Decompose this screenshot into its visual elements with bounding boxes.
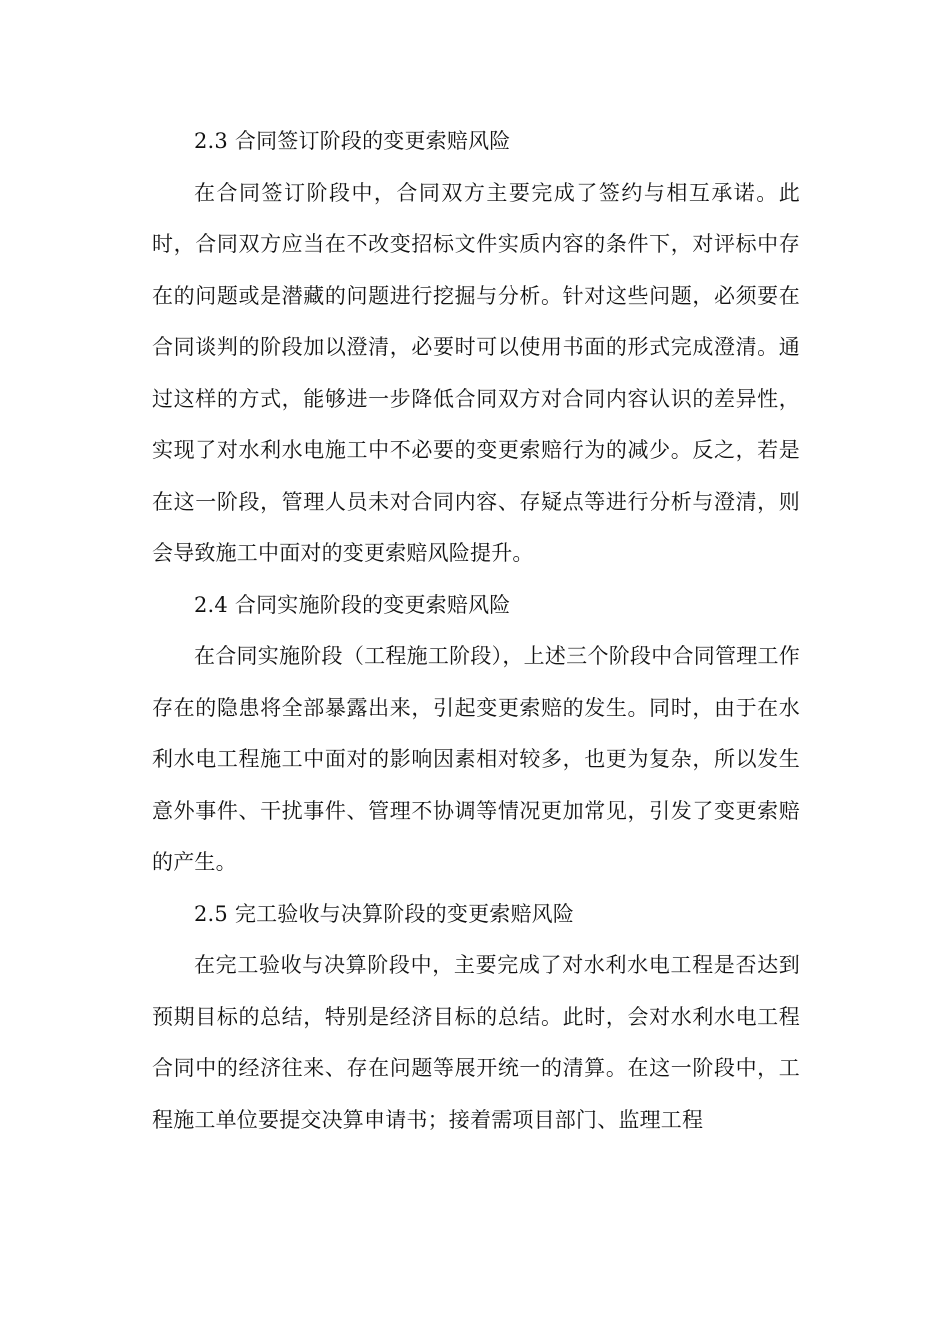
document-body: [152, 116, 800, 1146]
section-heading-2-4: 2.4 合同实施阶段的变更索赔风险: [194, 592, 511, 617]
section-paragraph-2-3: 在合同签订阶段中，合同双方主要完成了签约与相互承诺。此时，合同双方应当在不改变招标文件实质内容的条件下，对评标中存在的问题或是潜藏的问题进行挖掘与分析。针对这些问题，必须要在合同谈判的阶段加以澄清，必要时可以使用书面的形式完成澄清。通过这样的方式，能够进一步降低合同双方对合同内容认识的差异性，实现了对水利水电施工中不必要的变更索赔行为的减少。反之，若是在这一阶段，管理人员未对合同内容、存疑点等进行分析与澄清，则会导致施工中面对的变更索赔风险提升。: [152, 180, 800, 565]
section-heading-2-5: 2.5 完工验收与决算阶段的变更索赔风险: [194, 901, 575, 926]
section-paragraph-2-4: 在合同实施阶段（工程施工阶段），上述三个阶段中合同管理工作存在的隐患将全部暴露出来，引起变更索赔的发生。同时，由于在水利水电工程施工中面对的影响因素相对较多，也更为复杂，所以发生意外事件、干扰事件、管理不协调等情况更加常见，引发了变更索赔的产生。: [152, 644, 800, 874]
section-heading-2-3: 2.3 合同签订阶段的变更索赔风险: [194, 129, 511, 153]
section-paragraph-2-5: 在完工验收与决算阶段中，主要完成了对水利水电工程是否达到预期目标的总结，特别是经济目标的总结。此时，会对水利水电工程合同中的经济往来、存在问题等展开统一的清算。在这一阶段中，工程施工单位要提交决算申请书；接着需项目部门、监理工程: [152, 953, 800, 1132]
